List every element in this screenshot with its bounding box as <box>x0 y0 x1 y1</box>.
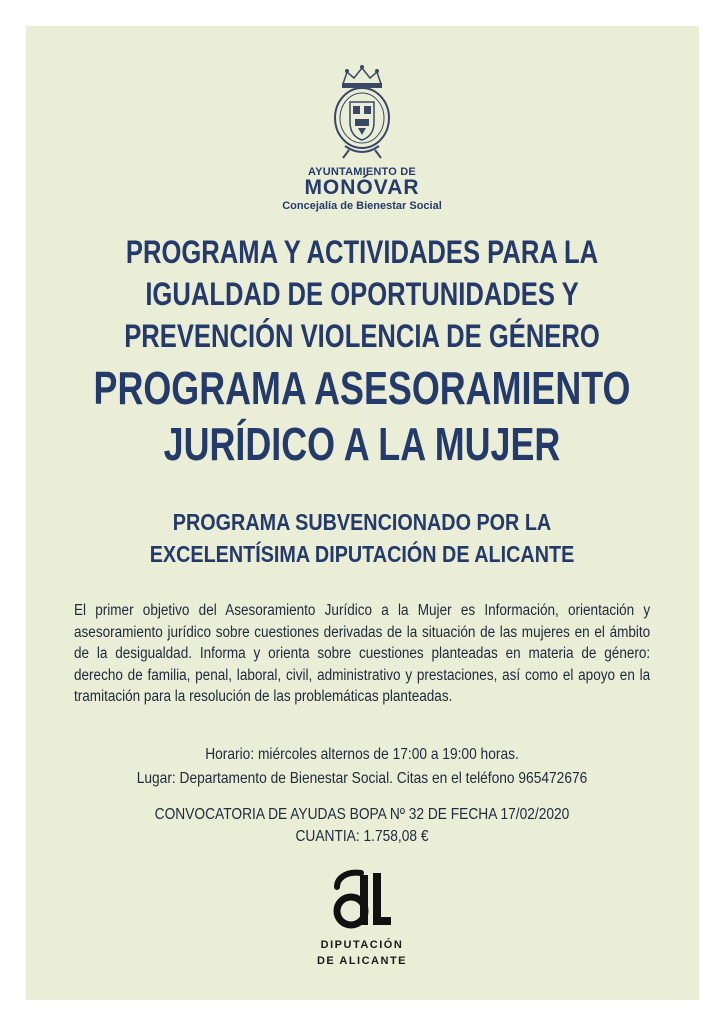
program-title-line: IGUALDAD DE OPORTUNIDADES Y <box>145 276 579 312</box>
subsidy-line: PROGRAMA SUBVENCIONADO POR LA <box>172 509 552 535</box>
subsidy-line: EXCELENTÍSIMA DIPUTACIÓN DE ALICANTE <box>149 541 575 567</box>
org-name-line1: DIPUTACIÓN <box>320 939 404 951</box>
description-text: El primer objetivo del Asesoramiento Jurídico a la Mujer es Información, orientación y asesoramiento jurídico sobre cuestiones derivadas de la situación de las mujeres en el ámbito de la desigualdad. Informa y orienta sobre cuestiones planteadas en materia de género: derecho de familia, penal, laboral, civil, administrativo y prestaciones, así como el apoyo en la tramitación para la resolución de las problemáticas planteadas. <box>74 602 651 705</box>
main-title-line: PROGRAMA ASESORAMIENTO <box>93 362 631 414</box>
diputacion-logo-icon <box>331 869 393 929</box>
call-reference: CONVOCATORIA DE AYUDAS BOPA Nº 32 DE FECHA 17/02/2020 <box>154 806 570 823</box>
amount-text: CUANTIA: 1.758,08 € <box>295 828 429 845</box>
monovar-crest-icon <box>329 62 395 162</box>
location-text: Lugar: Departamento de Bienestar Social. Citas en el teléfono 965472676 <box>136 770 588 787</box>
schedule-text: Horario: miércoles alternos de 17:00 a 19:00 horas. <box>205 746 519 763</box>
org-name-line2: DE ALICANTE <box>316 955 408 967</box>
main-title <box>80 360 645 472</box>
program-title <box>72 231 651 357</box>
main-title-line: JURÍDICO A LA MUJER <box>163 418 561 470</box>
description-paragraph <box>74 600 650 708</box>
municipality-prefix: AYUNTAMIENTO DE <box>308 166 416 178</box>
department-name: Concejalía de Bienestar Social <box>282 200 442 212</box>
program-title-line: PREVENCIÓN VIOLENCIA DE GÉNERO <box>124 318 600 354</box>
subsidy-heading <box>51 506 674 570</box>
program-title-line: PROGRAMA Y ACTIVIDADES PARA LA <box>125 234 599 270</box>
municipality-name: MONÓVAR <box>304 176 420 199</box>
